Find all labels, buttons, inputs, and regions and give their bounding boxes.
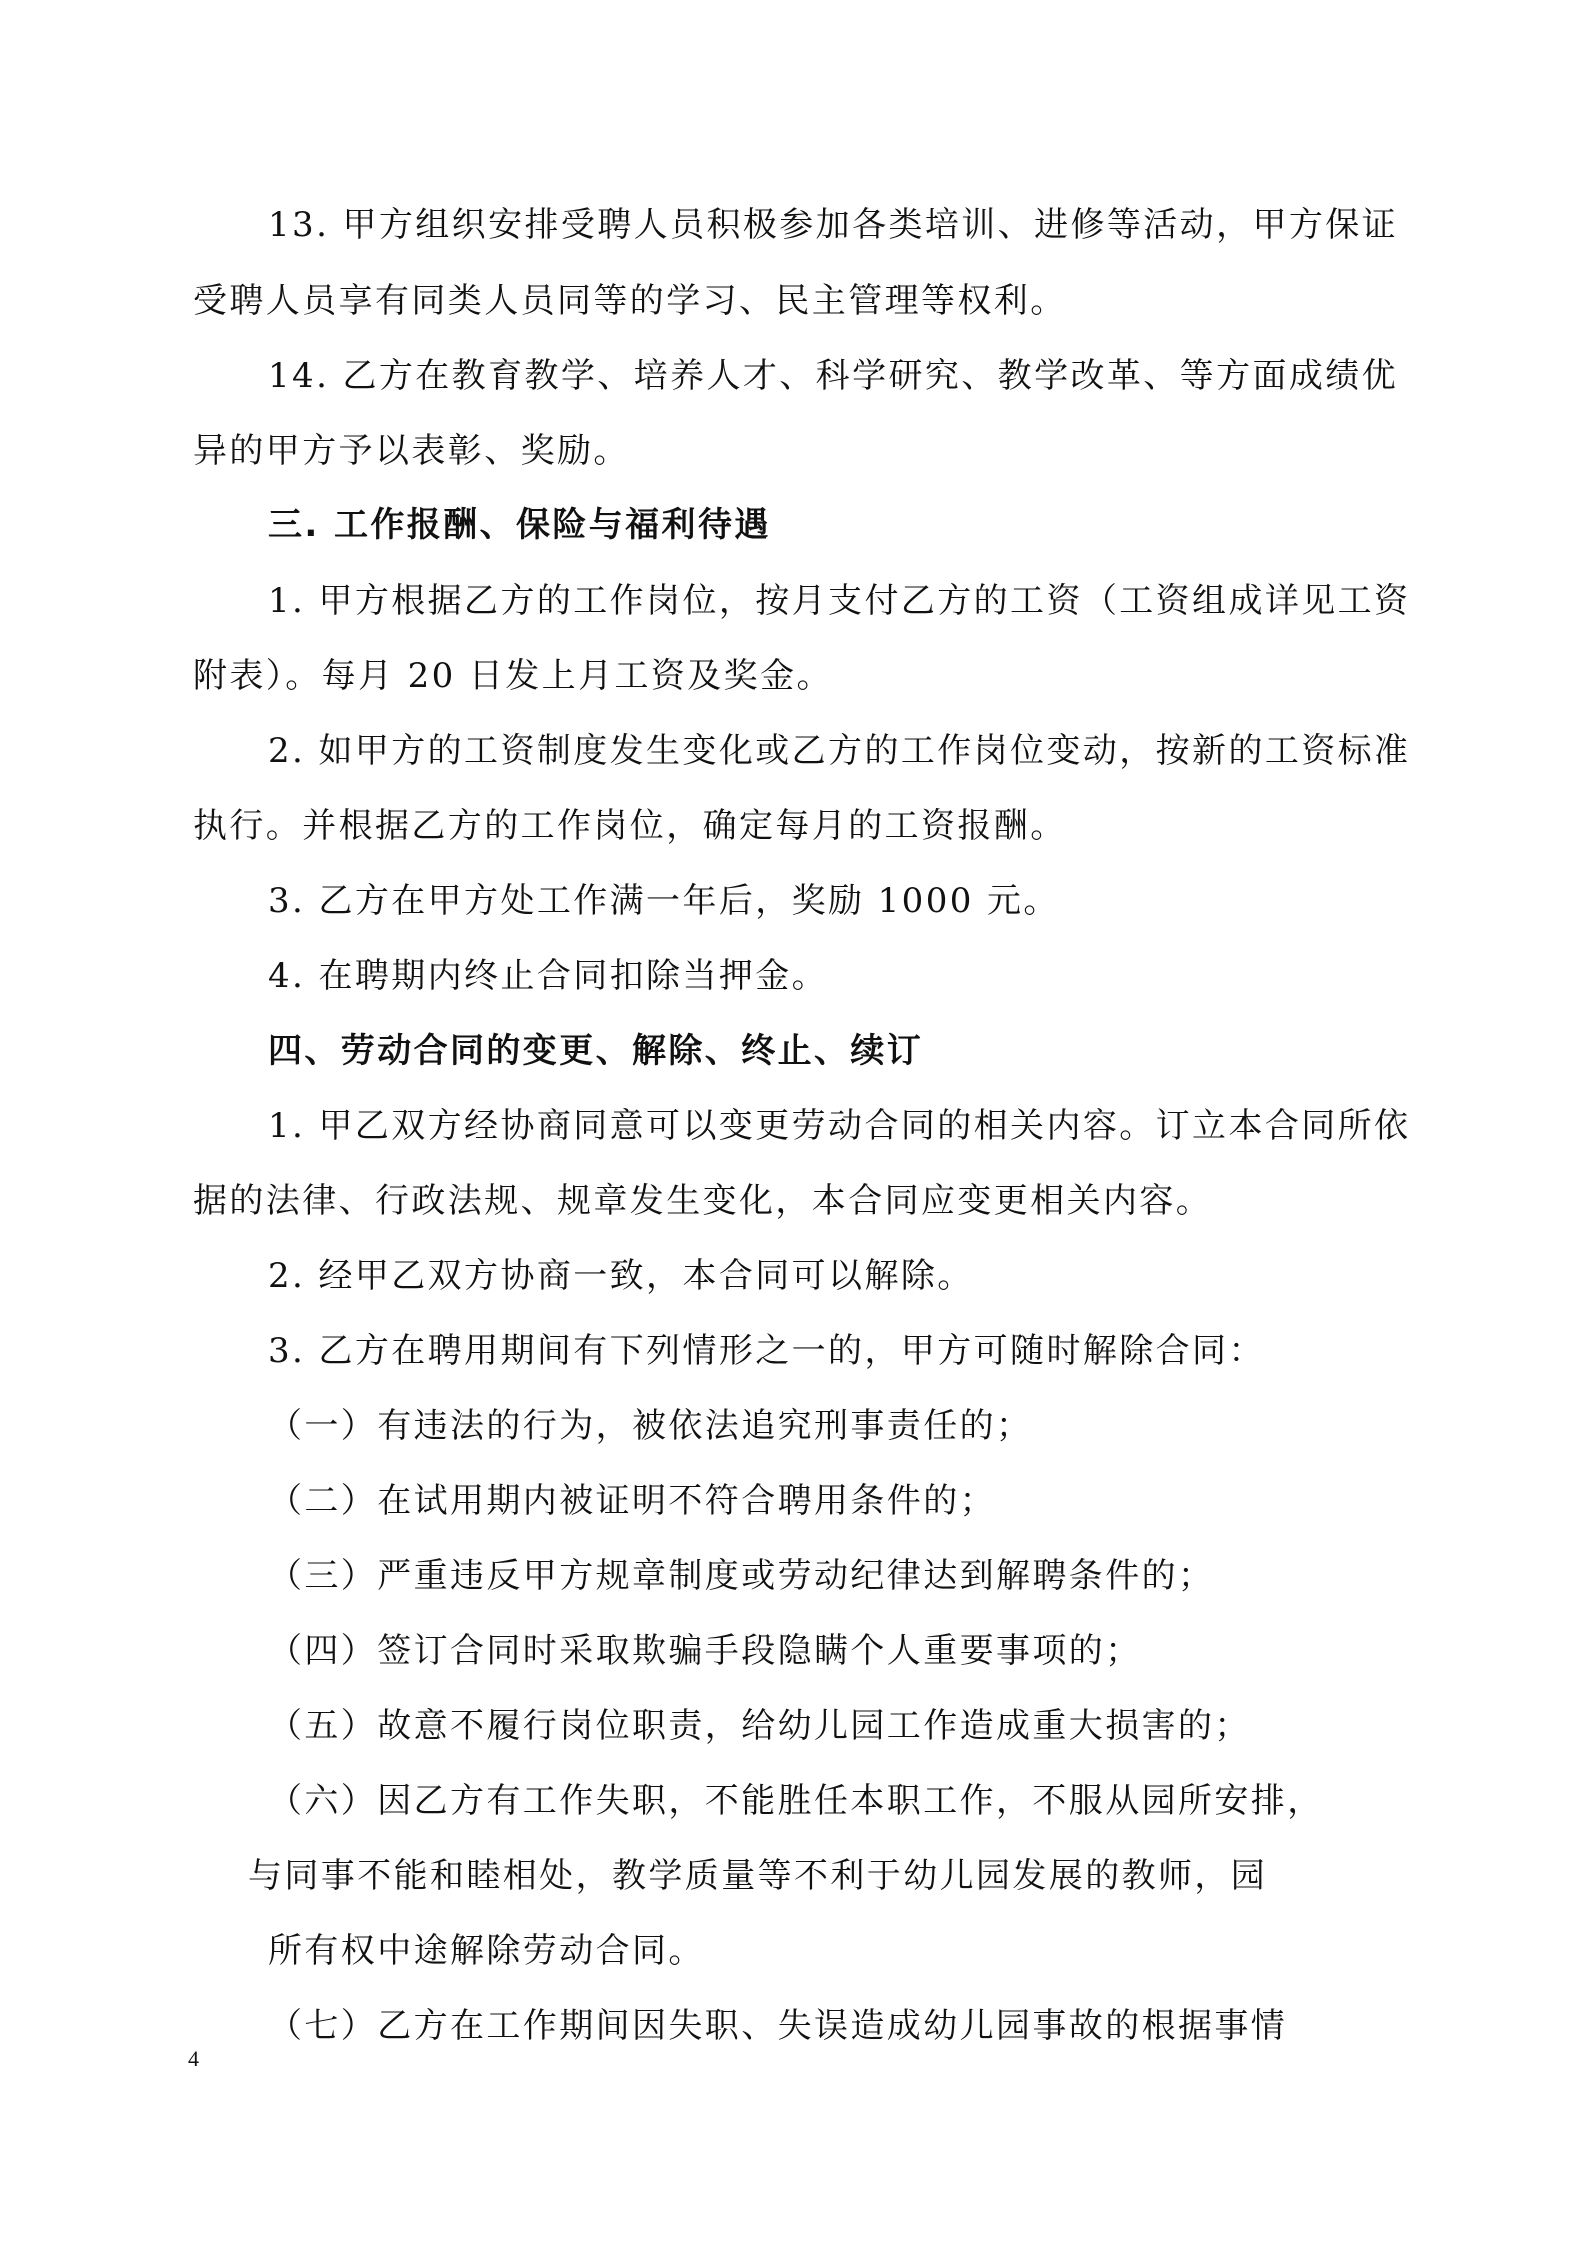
section-4-item-2: 2. 经甲乙双方协商一致，本合同可以解除。 <box>268 1256 974 1296</box>
clause-13-line-2: 受聘人员享有同类人员同等的学习、民主管理等权利。 <box>193 281 1067 321</box>
section-3-heading: 三. 工作报酬、保险与福利待遇 <box>268 505 771 545</box>
section-3-item-2-line-2: 执行。并根据乙方的工作岗位，确定每月的工资报酬。 <box>193 806 1067 846</box>
clause-14-line-2: 异的甲方予以表彰、奖励。 <box>193 431 630 471</box>
termination-case-3: （三）严重违反甲方规章制度或劳动纪律达到解聘条件的； <box>268 1556 1215 1596</box>
termination-case-4: （四）签订合同时采取欺骗手段隐瞒个人重要事项的； <box>268 1631 1142 1671</box>
section-3-item-4: 4. 在聘期内终止合同扣除当押金。 <box>268 956 829 996</box>
section-3-item-1-line-1: 1. 甲方根据乙方的工作岗位，按月支付乙方的工资（工资组成详见工资 <box>268 581 1411 621</box>
clause-13-line-1: 13. 甲方组织安排受聘人员积极参加各类培训、进修等活动，甲方保证 <box>268 205 1399 245</box>
termination-case-1: （一）有违法的行为，被依法追究刑事责任的； <box>268 1406 1033 1446</box>
termination-case-7-line-1: （七）乙方在工作期间因失职、失误造成幼儿园事故的根据事情 <box>268 2006 1288 2046</box>
section-4-item-1-line-2: 据的法律、行政法规、规章发生变化，本合同应变更相关内容。 <box>193 1181 1213 1221</box>
termination-case-6-line-1: （六）因乙方有工作失职，不能胜任本职工作，不服从园所安排， <box>268 1781 1324 1821</box>
termination-case-5: （五）故意不履行岗位职责，给幼儿园工作造成重大损害的； <box>268 1706 1251 1746</box>
termination-case-2: （二）在试用期内被证明不符合聘用条件的； <box>268 1481 996 1521</box>
section-4-item-3: 3. 乙方在聘用期间有下列情形之一的，甲方可随时解除合同： <box>268 1331 1265 1371</box>
page-number: 4 <box>188 2046 199 2071</box>
termination-case-6-line-3: 所有权中途解除劳动合同。 <box>268 1931 705 1971</box>
section-4-heading: 四、劳动合同的变更、解除、终止、续订 <box>268 1031 924 1071</box>
section-3-item-2-line-1: 2. 如甲方的工资制度发生变化或乙方的工作岗位变动，按新的工资标准 <box>268 731 1411 771</box>
clause-14-line-1: 14. 乙方在教育教学、培养人才、科学研究、教学改革、等方面成绩优 <box>268 356 1399 396</box>
section-3-item-3: 3. 乙方在甲方处工作满一年后，奖励 1000 元。 <box>268 881 1060 921</box>
termination-case-6-line-2: 与同事不能和睦相处，教学质量等不利于幼儿园发展的教师，园 <box>248 1856 1268 1896</box>
section-4-item-1-line-1: 1. 甲乙双方经协商同意可以变更劳动合同的相关内容。订立本合同所依 <box>268 1106 1411 1146</box>
section-3-item-1-line-2: 附表）。每月 20 日发上月工资及奖金。 <box>193 656 833 696</box>
